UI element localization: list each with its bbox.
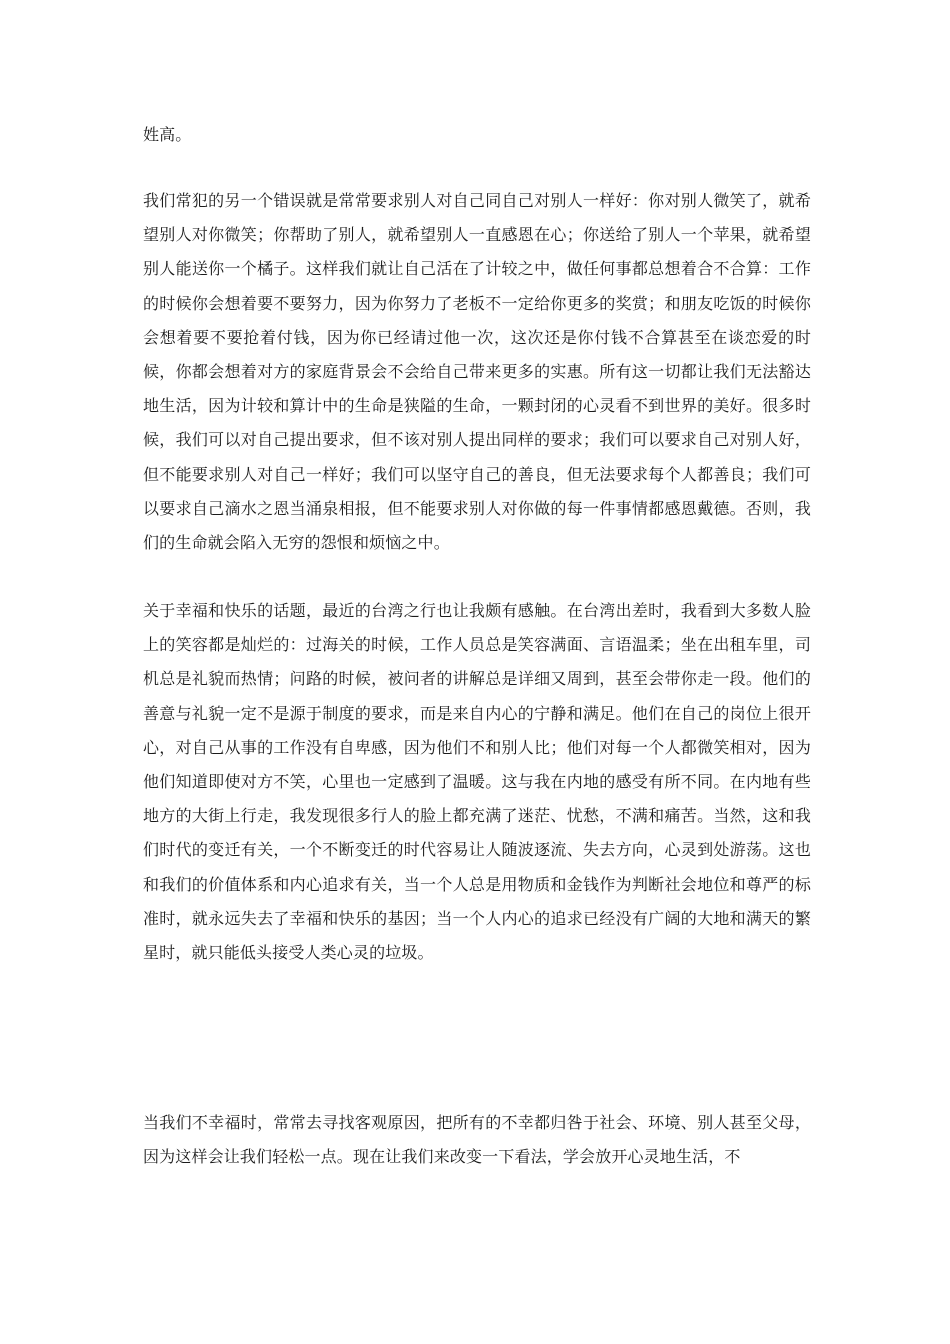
paragraph-2 (143, 184, 811, 560)
paragraph-3 (143, 594, 811, 970)
paragraph-1 (143, 118, 811, 152)
paragraph-text: 关于幸福和快乐的话题，最近的台湾之行也让我颇有感触。在台湾出差时，我看到大多数人脸上的笑容都是灿烂的：过海关的时候，工作人员总是笑容满面、言语温柔；坐在出租车里，司机总是礼貌而热情；问路的时候，被问者的讲解总是详细又周到，甚至会带你走一段。他们的善意与礼貌一定不是源于制度的要求，而是来自内心的宁静和满足。他们在自己的岗位上很开心，对自己从事的工作没有自卑感，因为他们不和别人比；他们对每一个人都微笑相对，因为他们知道即使对方不笑，心里也一定感到了温暖。这与我在内地的感受有所不同。在内地有些地方的大街上行走，我发现很多行人的脸上都充满了迷茫、忧愁，不满和痛苦。当然，这和我们时代的变迁有关，一个不断变迁的时代容易让人随波逐流、失去方向，心灵到处游荡。这也和我们的价值体系和内心追求有关，当一个人总是用物质和金钱作为判断社会地位和尊严的标准时，就永远失去了幸福和快乐的基因；当一个人内心的追求已经没有广阔的大地和满天的繁星时，就只能低头接受人类心灵的垃圾。 (143, 601, 811, 963)
paragraph-text: 当我们不幸福时，常常去寻找客观原因，把所有的不幸都归咎于社会、环境、别人甚至父母，因为这样会让我们轻松一点。现在让我们来改变一下看法，学会放开心灵地生活，不 (143, 1113, 811, 1167)
paragraph-text: 我们常犯的另一个错误就是常常要求别人对自己同自己对别人一样好：你对别人微笑了，就希望别人对你微笑；你帮助了别人，就希望别人一直感恩在心；你送给了别人一个苹果，就希望别人能送你一个橘子。这样我们就让自己活在了计较之中，做任何事都总想着合不合算：工作的时候你会想着要不要努力，因为你努力了老板不一定给你更多的奖赏；和朋友吃饭的时候你会想着要不要抢着付钱，因为你已经请过他一次，这次还是你付钱不合算甚至在谈恋爱的时候，你都会想着对方的家庭背景会不会给自己带来更多的实惠。所有这一切都让我们无法豁达地生活，因为计较和算计中的生命是狭隘的生命，一颗封闭的心灵看不到世界的美好。很多时候，我们可以对自己提出要求，但不该对别人提出同样的要求；我们可以要求自己对别人好，但不能要求别人对自己一样好；我们可以坚守自己的善良，但无法要求每个人都善良；我们可以要求自己滴水之恩当涌泉相报，但不能要求别人对你做的每一件事情都感恩戴德。否则，我们的生命就会陷入无穷的怨恨和烦恼之中。 (143, 191, 811, 553)
paragraph-text: 姓高。 (143, 125, 192, 144)
paragraph-4 (143, 1106, 811, 1174)
